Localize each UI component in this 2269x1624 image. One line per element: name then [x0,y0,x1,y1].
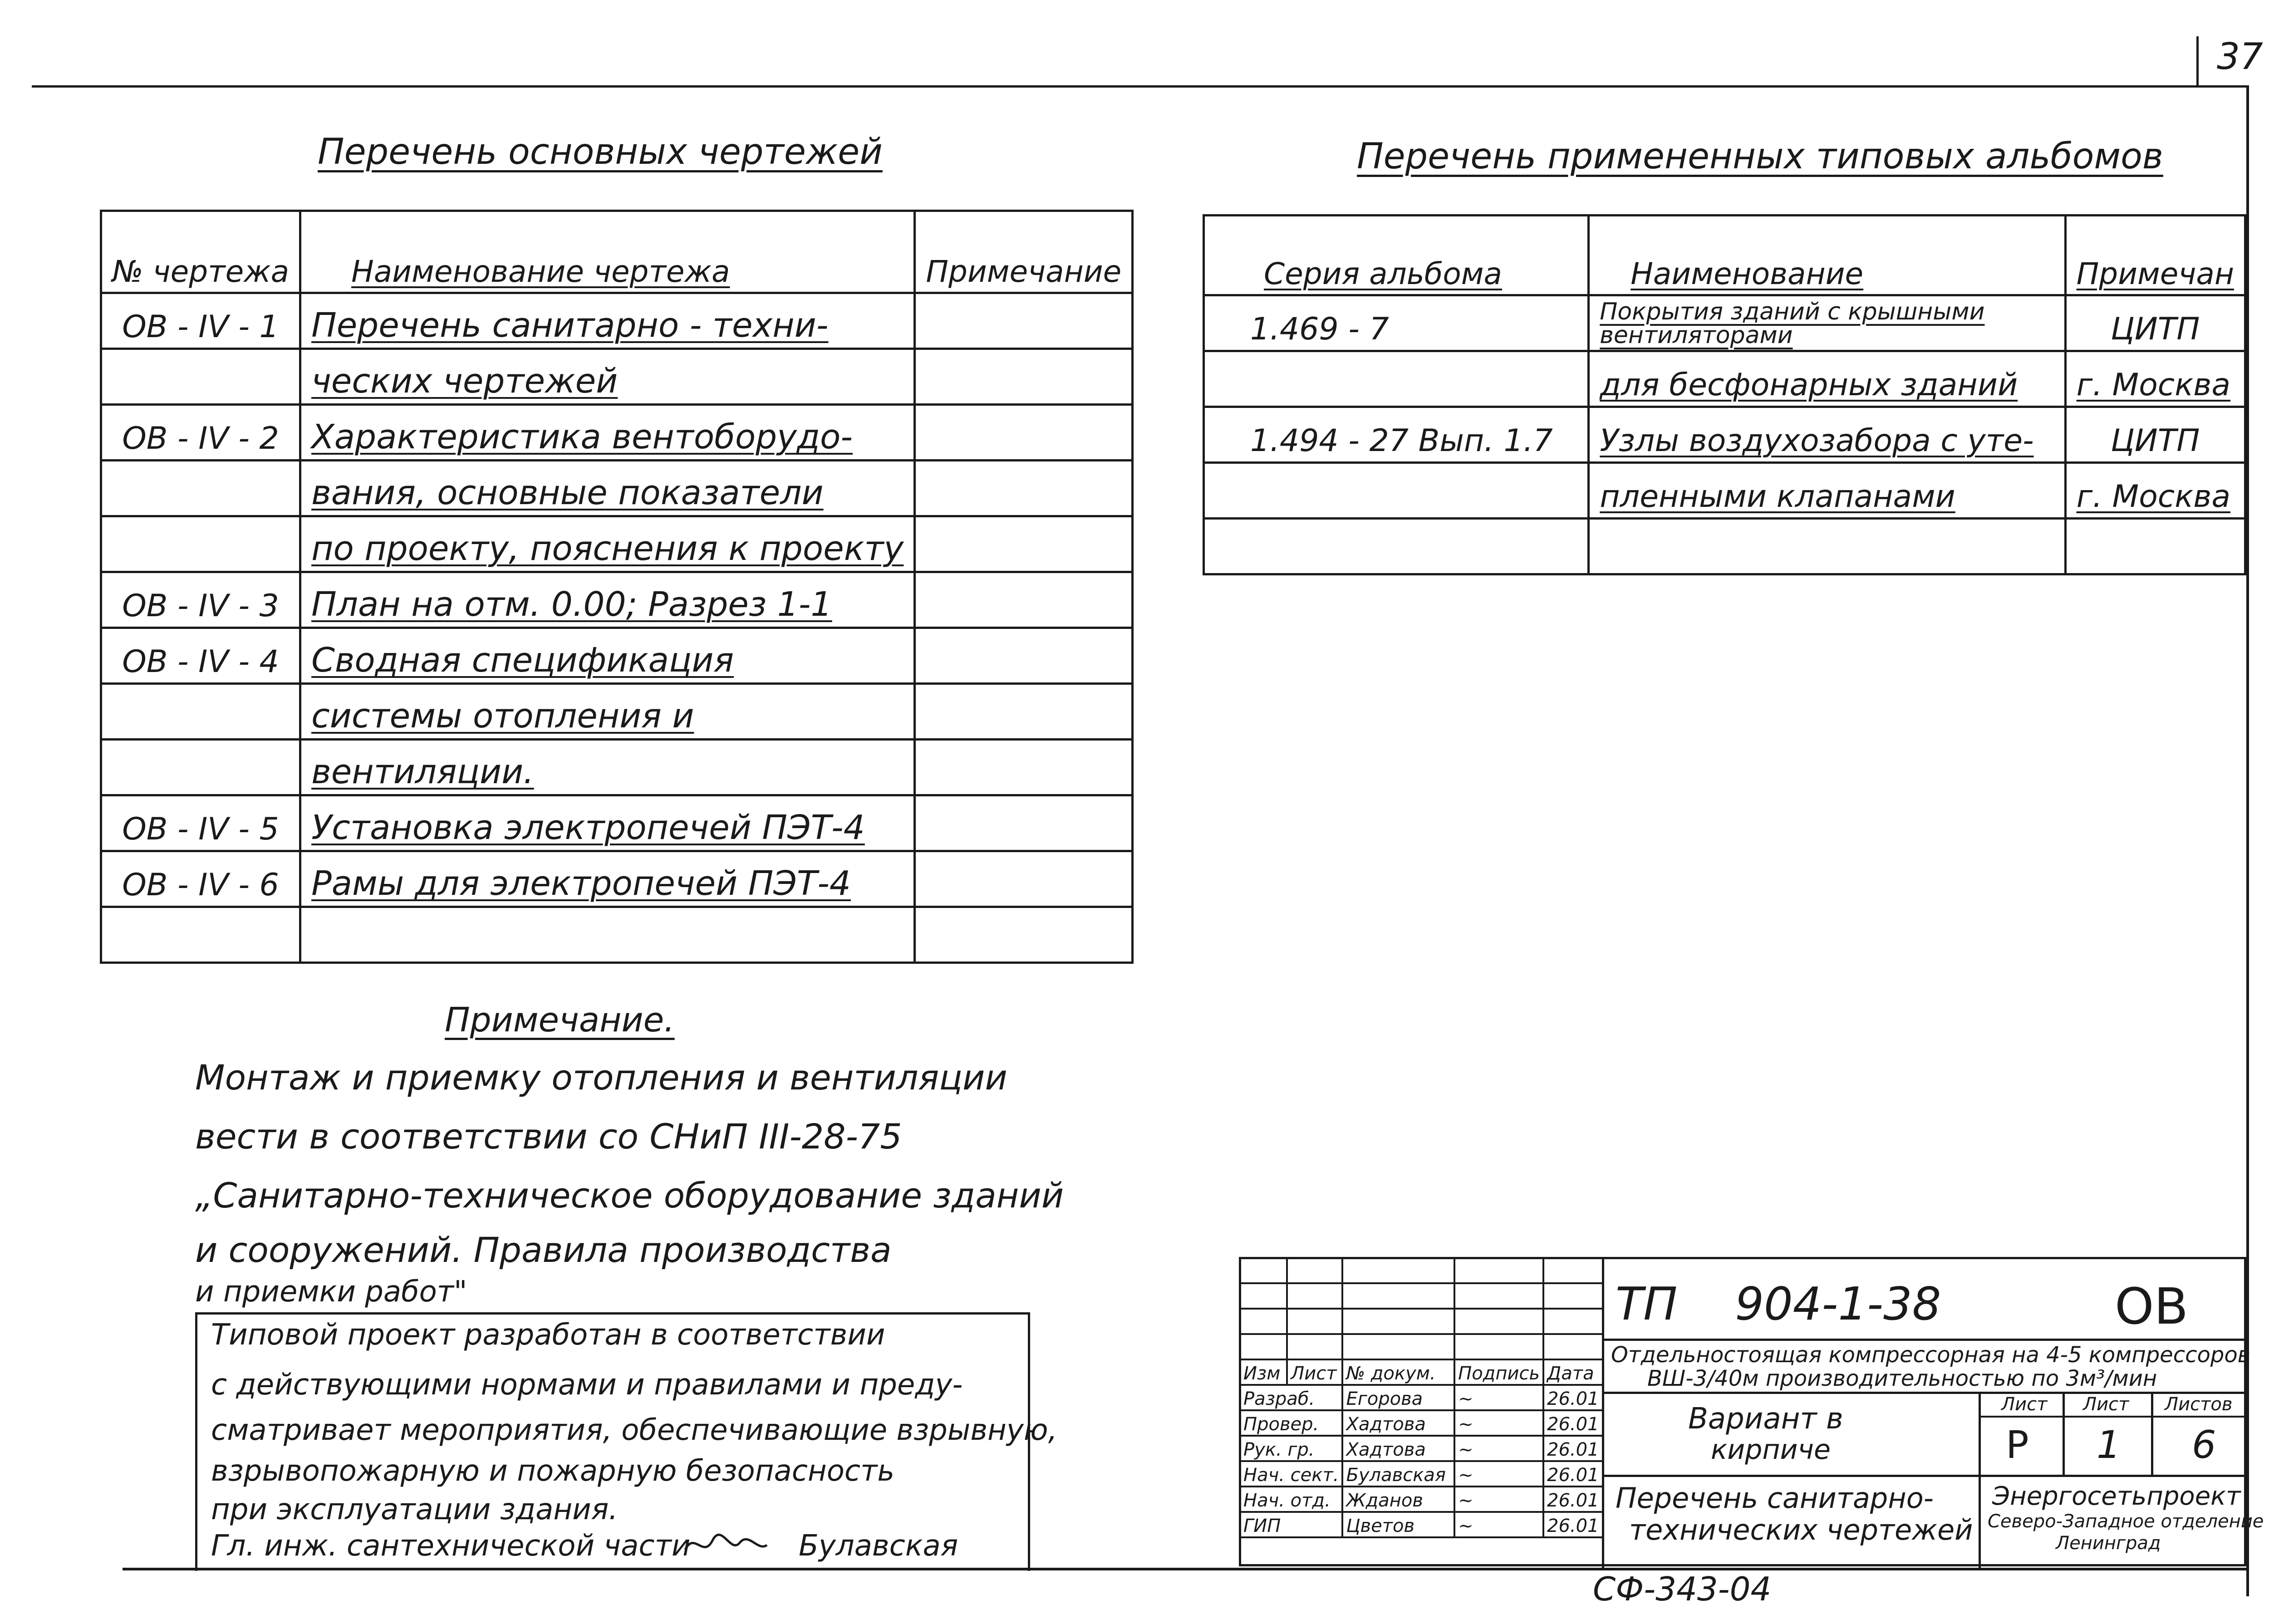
col-drawing-note: Примечание [915,211,1133,293]
table-row [101,740,1133,795]
person-date: 26.01 [1543,1385,1603,1410]
stage-divider-2 [2151,1392,2153,1475]
drawings-table [100,210,1134,964]
table-row [1204,351,2245,407]
drawing-code [101,516,300,572]
album-name: Покрытия зданий с крышными вентиляторами [1589,295,2065,351]
stamp-cell [1454,1283,1543,1309]
col-sheet: Лист [1287,1359,1342,1385]
stamp-cell [1240,1309,1287,1334]
table-row [1204,295,2245,351]
drawing-note [915,684,1133,740]
drawing-name: системы отопления и [300,684,915,740]
album-series [1204,519,1589,574]
person-name: Жданов [1342,1487,1454,1512]
section-code: ОВ [2115,1277,2189,1335]
stamp-cell [1240,1283,1287,1309]
sheets-label: Листов [2165,1394,2233,1415]
org-line-3: Ленинград [2056,1533,2161,1554]
footer-code: СФ-343-04 [1593,1570,1772,1608]
compliance-line: сматривает мероприятия, обеспечивающие взрывную, [211,1413,1057,1447]
person-role: Нач. отд. [1240,1487,1342,1512]
variant-line-1: Вариант в [1688,1402,1843,1436]
drawing-code: ОВ - IV - 4 [101,628,300,684]
album-series: 1.469 - 7 [1204,295,1589,351]
drawing-name: Перечень санитарно - техни- [300,293,915,349]
drawing-name: Рамы для электропечей ПЭТ-4 [300,851,915,907]
org-line-2: Северо-Западное отделение [1988,1511,2264,1532]
compliance-line: Типовой проект разработан в соответствии [211,1318,885,1352]
table-row [101,628,1133,684]
table-row [101,795,1133,851]
stamp-cell [1543,1309,1603,1334]
stamp-cell [1240,1258,1287,1283]
album-name [1589,519,2065,574]
col-signature: Подпись [1454,1359,1543,1385]
person-row [1240,1410,1603,1436]
stamp-cell [1454,1334,1543,1359]
drawing-note [915,572,1133,628]
drawing-note [915,795,1133,851]
col-drawing-name: Наименование чертежа [300,211,915,293]
table-row [101,572,1133,628]
person-role: Рук. гр. [1240,1436,1342,1461]
person-role: Провер. [1240,1410,1342,1436]
stamp-cell [1287,1258,1342,1283]
drawing-note [915,740,1133,795]
note-line: вести в соответствии со СНиП III-28-75 [195,1116,902,1157]
stamp-cell [1287,1334,1342,1359]
variant-divider [1979,1392,1981,1569]
sheets-value: 6 [2192,1423,2216,1467]
top-border [32,85,2249,88]
drawing-name: План на отм. 0.00; Разрез 1-1 [300,572,915,628]
note-line: „Санитарно-техническое оборудование зданий [195,1175,1064,1216]
stamp-cell [1543,1283,1603,1309]
drawing-name [300,907,915,963]
drawing-code: ОВ - IV - 2 [101,405,300,461]
sheet-label: Лист [2083,1394,2129,1415]
table-row [1204,519,2245,574]
album-note: ЦИТП [2065,407,2245,463]
sheet-title-line-1: Перечень санитарно- [1616,1482,1934,1515]
stamp-cell [1287,1283,1342,1309]
stamp-cell [1342,1283,1454,1309]
stamp-cell [1342,1334,1454,1359]
album-note: г. Москва [2065,351,2245,407]
drawing-name: Сводная спецификация [300,628,915,684]
album-name: для бесфонарных зданий [1589,351,2065,407]
person-date: 26.01 [1543,1410,1603,1436]
table-row [101,293,1133,349]
drawing-note [915,405,1133,461]
album-series [1204,351,1589,407]
drawing-code [101,349,300,405]
drawing-name: по проекту, пояснения к проекту [300,516,915,572]
drawing-code [101,907,300,963]
title-block [1239,1257,2264,1569]
person-date: 26.01 [1543,1512,1603,1537]
stamp-cell [1454,1258,1543,1283]
col-date: Дата [1543,1359,1603,1385]
drawing-name: вентиляции. [300,740,915,795]
stamp-cell [1543,1258,1603,1283]
drawing-code [101,461,300,516]
album-note: ЦИТП [2065,295,2245,351]
album-series: 1.494 - 27 Вып. 1.7 [1204,407,1589,463]
description-line-2: ВШ-3/40м производительностью по 3м³/мин [1647,1366,2157,1391]
album-name: пленными клапанами [1589,463,2065,519]
table-row [101,907,1133,963]
note-line: и приемки работ" [195,1275,467,1309]
drawing-code: ОВ - IV - 5 [101,795,300,851]
variant-row-divider [1604,1475,2246,1477]
album-note [2065,519,2245,574]
person-name: Хадтова [1342,1410,1454,1436]
drawing-name: ческих чертежей [300,349,915,405]
drawings-list-title: Перечень основных чертежей [318,132,883,172]
desc-row-divider [1604,1392,2246,1394]
album-series [1204,463,1589,519]
table-row [1204,407,2245,463]
table-row [1204,463,2245,519]
table-row [101,516,1133,572]
signature-label: Гл. инж. сантехнической части [211,1529,691,1563]
albums-table [1203,214,2246,575]
drawing-name: Установка электропечей ПЭТ-4 [300,795,915,851]
stage-header-divider [1979,1416,2246,1418]
person-name: Егорова [1342,1385,1454,1410]
compliance-line: при эксплуатации здания. [211,1493,618,1526]
description-line-1: Отдельностоящая компрессорная на 4-5 компрессоров [1611,1342,2250,1368]
drawing-note [915,907,1133,963]
col-doc-number: № докум. [1342,1359,1454,1385]
variant-line-2: кирпиче [1711,1434,1831,1466]
person-name: Цветов [1342,1512,1454,1537]
drawing-code: ОВ - IV - 6 [101,851,300,907]
project-code: ТП 904-1-38 [1616,1277,1941,1330]
stamp-cell [1454,1309,1543,1334]
person-signature: ~ [1454,1385,1543,1410]
table-row [101,349,1133,405]
drawing-code: ОВ - IV - 1 [101,293,300,349]
drawing-note [915,461,1133,516]
drawing-note [915,349,1133,405]
stamp-header-row [1240,1359,1603,1385]
org-line-1: Энергосетьпроект [1992,1482,2241,1511]
col-album-series: Серия альбома [1204,216,1589,295]
person-signature: ~ [1454,1410,1543,1436]
compliance-line: с действующими нормами и правилами и преду- [211,1368,963,1402]
stamp-cell [1342,1309,1454,1334]
person-row [1240,1436,1603,1461]
page-number-divider [2196,36,2199,87]
col-change: Изм [1240,1359,1287,1385]
signature-name: Булавская [799,1529,958,1563]
album-note: г. Москва [2065,463,2245,519]
drawing-note [915,516,1133,572]
drawing-code [101,684,300,740]
note-line: и сооружений. Правила производства [195,1230,892,1270]
table-row [101,684,1133,740]
person-role: Разраб. [1240,1385,1342,1410]
drawing-code: ОВ - IV - 3 [101,572,300,628]
signature-table [1239,1257,1604,1538]
stamp-cell [1240,1334,1287,1359]
person-signature: ~ [1454,1487,1543,1512]
col-album-name: Наименование [1589,216,2065,295]
drawing-name: Характеристика вентоборудо- [300,405,915,461]
albums-list-title: Перечень примененных типовых альбомов [1357,136,2163,177]
person-row [1240,1385,1603,1410]
person-date: 26.01 [1543,1487,1603,1512]
drawing-name: вания, основные показатели [300,461,915,516]
person-name: Булавская [1342,1461,1454,1487]
albums-table-header [1204,216,2245,295]
stage-divider-1 [2063,1392,2065,1475]
note-title: Примечание. [445,1001,675,1040]
album-name: Узлы воздухозабора с уте- [1589,407,2065,463]
compliance-line: взрывопожарную и пожарную безопасность [211,1454,895,1488]
stage-label: Лист [2001,1394,2048,1415]
person-row [1240,1487,1603,1512]
sheet-title-line-2: технических чертежей [1629,1513,1973,1546]
person-name: Хадтова [1342,1436,1454,1461]
drawing-note [915,851,1133,907]
note-line: Монтаж и приемку отопления и вентиляции [195,1057,1007,1098]
stamp-cell [1342,1258,1454,1283]
person-role: ГИП [1240,1512,1342,1537]
drawings-table-header [101,211,1133,293]
person-row [1240,1461,1603,1487]
table-row [101,461,1133,516]
col-album-note: Примечан [2065,216,2245,295]
sheet-value: 1 [2097,1423,2121,1467]
stamp-cell [1543,1334,1603,1359]
title-row-divider [1604,1339,2246,1341]
table-row [101,851,1133,907]
stage-value: Р [2006,1423,2029,1467]
person-signature: ~ [1454,1512,1543,1537]
person-signature: ~ [1454,1461,1543,1487]
col-drawing-number: № чертежа [101,211,300,293]
table-row [101,405,1133,461]
person-row [1240,1512,1603,1537]
drawing-note [915,293,1133,349]
person-signature: ~ [1454,1436,1543,1461]
drawing-code [101,740,300,795]
page-number: 37 [2217,35,2263,78]
signature-scribble [681,1527,771,1563]
person-date: 26.01 [1543,1436,1603,1461]
stamp-cell [1287,1309,1342,1334]
person-date: 26.01 [1543,1461,1603,1487]
person-role: Нач. сект. [1240,1461,1342,1487]
drawing-note [915,628,1133,684]
